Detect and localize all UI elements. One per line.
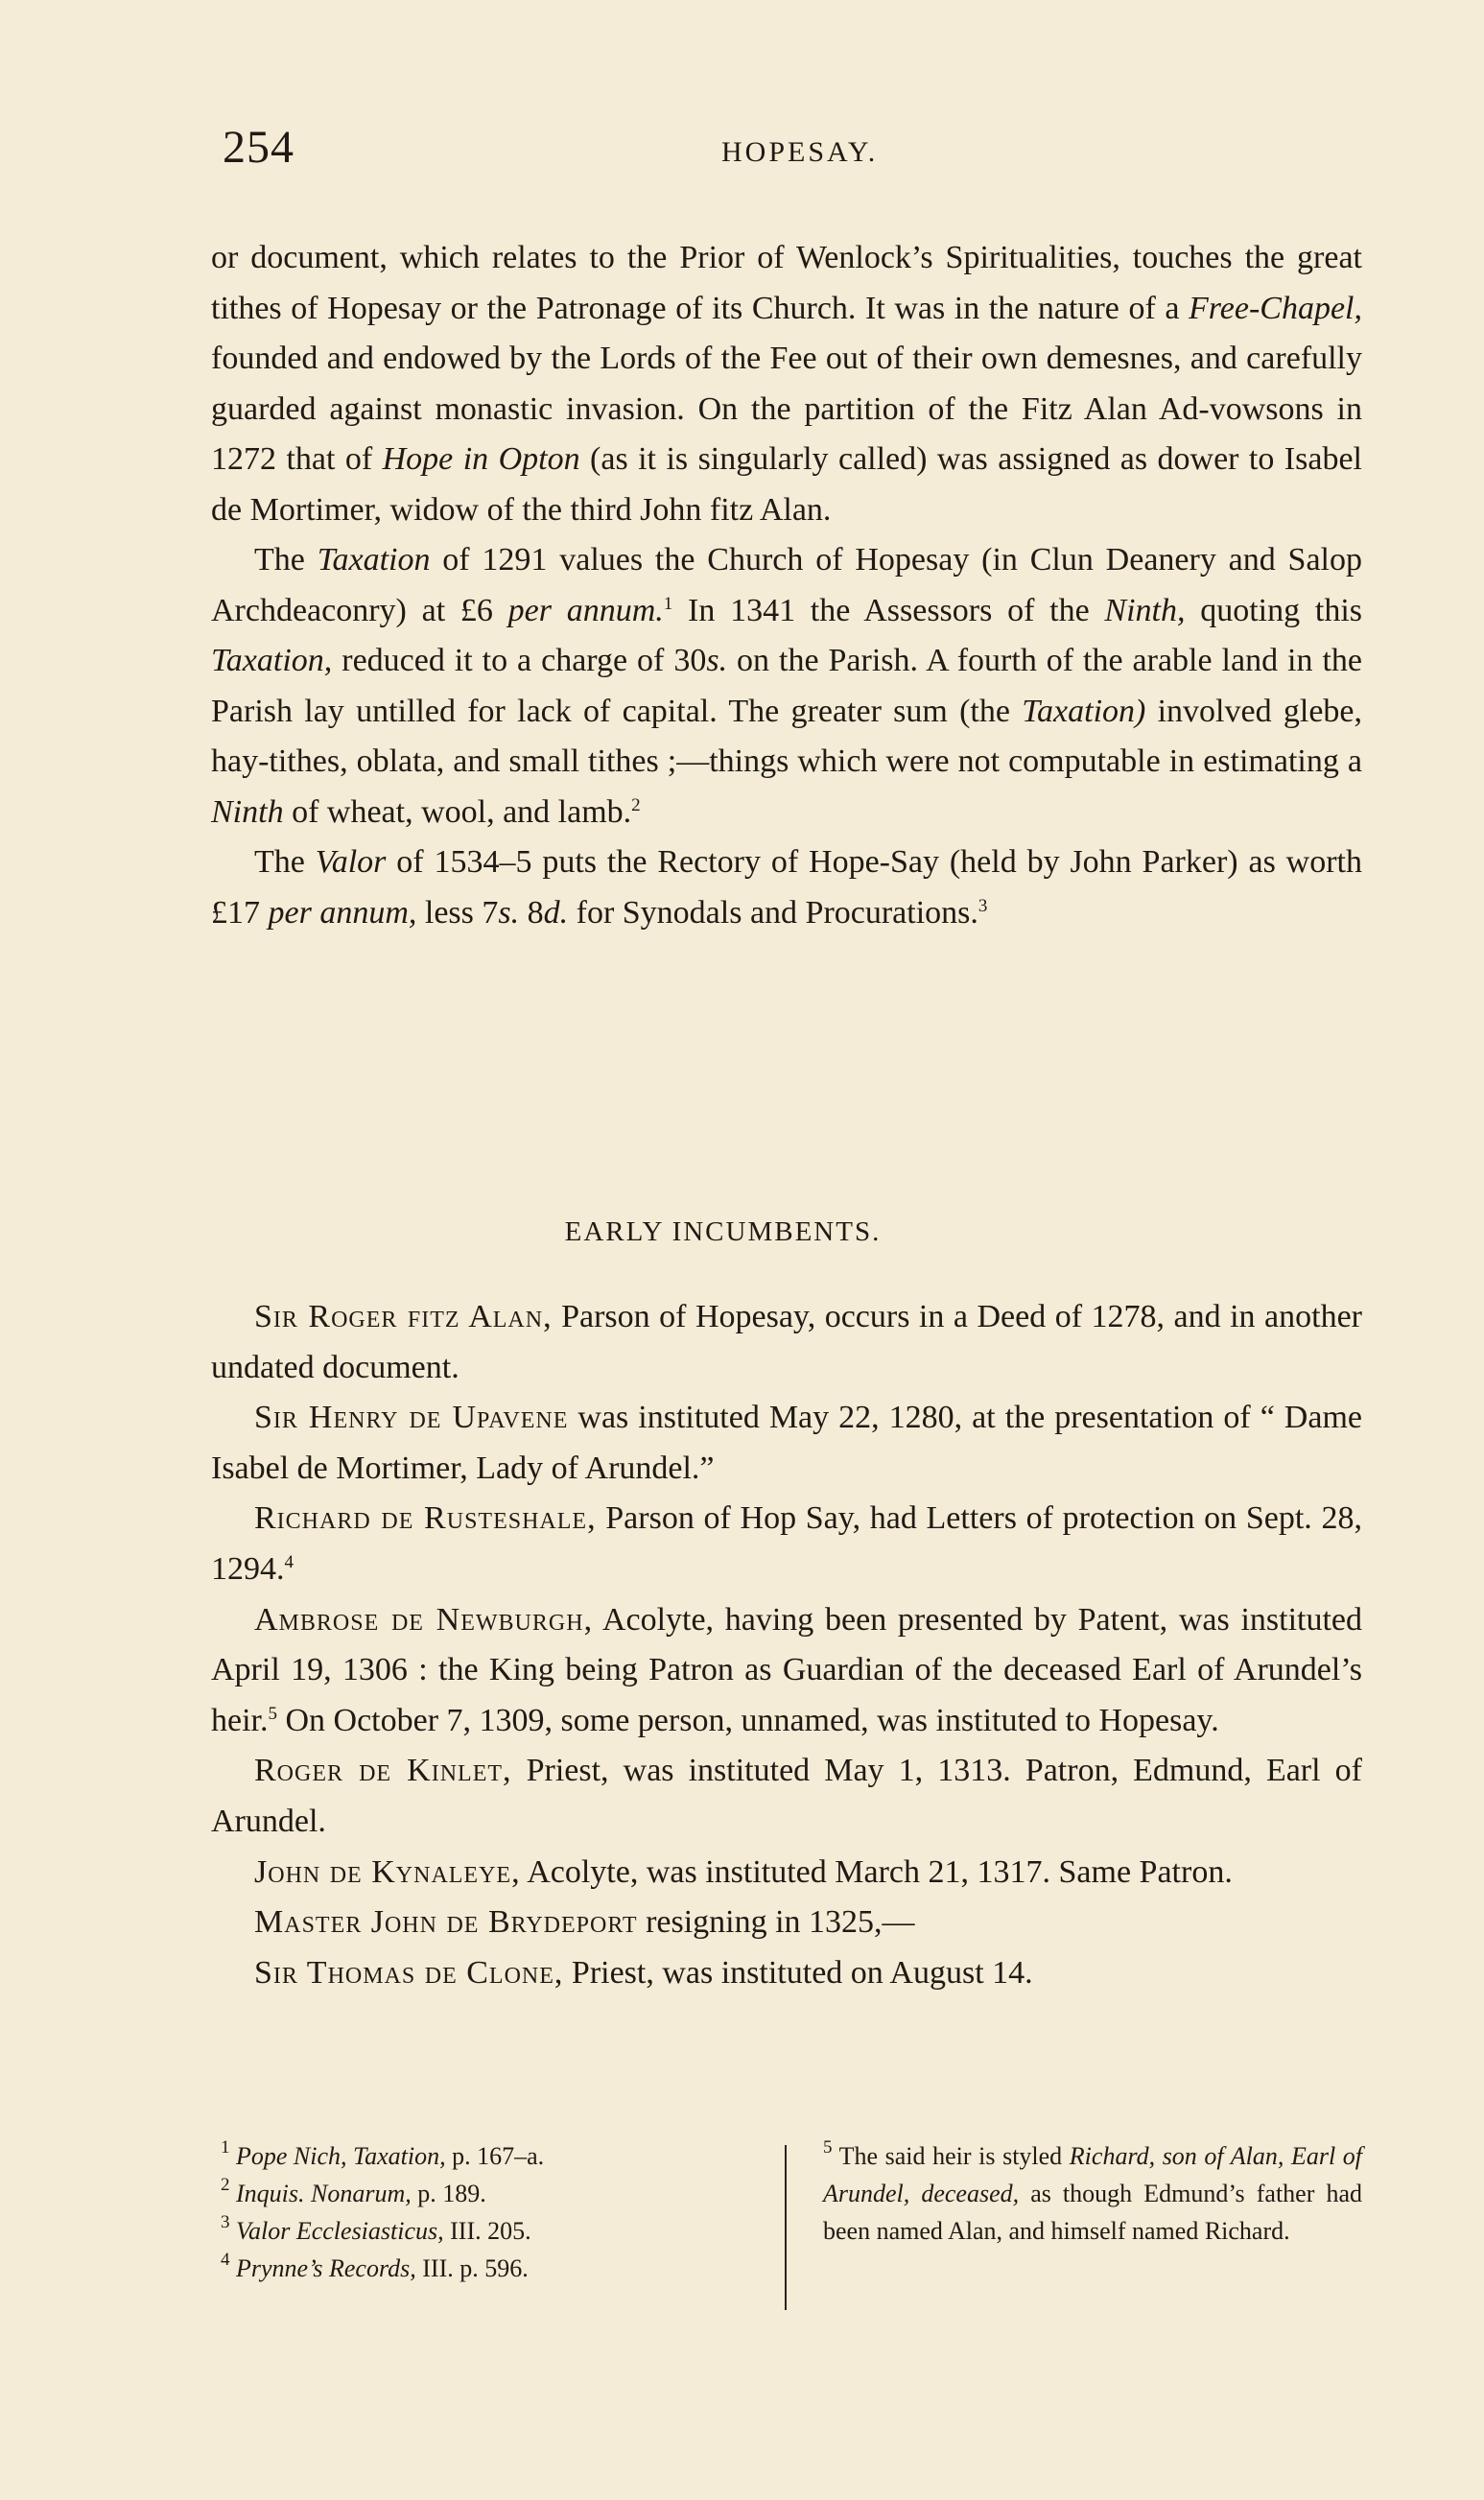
incumbent-entry-4: Ambrose de Newburgh, Acolyte, having been presented by Patent, was instituted April 19, 1306 : the King being Patron as Guardian of the deceased Earl of Arundel’s heir.$^5$ On October 7, 1309, some person, unnamed, was instituted to Hopesay. <box>211 1601 1363 1738</box>
incumbent-entry-8: Sir Thomas de Clone, Priest, was instituted on August 14. <box>254 1954 1033 1991</box>
footnote-divider <box>785 2145 787 2310</box>
footnotes-right-column <box>823 2137 1362 2250</box>
incumbent-entry-5: Roger de Kinlet, Priest, was instituted May 1, 1313. Patron, Edmund, Earl of Arundel. <box>211 1753 1362 1839</box>
footnote-3: $^3$ Valor Ecclesiasticus, III. 205. <box>221 2212 531 2245</box>
footnote-ref-1: 1 <box>663 593 673 614</box>
main-text <box>211 233 1362 938</box>
paragraph-2: The Taxation of 1291 values the Church of Hopesay (in Clun Deanery and Salop Archdeaconry) at £6 per annum.$^1$ In 1341 the Assessors of the Ninth, quoting this Taxation, reduced it to a charge of 30s. on the Parish. A fourth of the arable land in the Parish lay untilled for lack of capital. The greater sum (the Taxation) involved glebe, hay-tithes, oblata, and small tithes ;—things which were not computable in estimating a Ninth of wheat, wool, and lamb.$^2$ <box>211 542 1362 830</box>
footnotes-left-column <box>221 2137 777 2287</box>
incumbent-entry-7: Master John de Brydeport resigning in 1325,— <box>254 1904 915 1941</box>
paragraph-1: or document, which relates to the Prior of Wenlock’s Spiritualities, touches the great tithes of Hopesay or the Patronage of its Church. It was in the nature of a Free-Chapel, founded and endowed by the Lords of the Fee out of their own demesnes, and carefully guarded against monastic invasion. On the partition of the Fitz Alan Ad-vowsons in 1272 that of Hope in Opton (as it is singularly called) was assigned as dower to Isabel de Mortimer, widow of the third John fitz Alan. <box>211 240 1362 528</box>
incumbent-entry-3: Richard de Rusteshale, Parson of Hop Say, had Letters of protection on Sept. 28, 1294.$^4$ <box>211 1500 1363 1587</box>
section-heading: EARLY INCUMBENTS. <box>564 1216 882 1247</box>
footnote-4: $^4$ Prynne’s Records, III. p. 596. <box>221 2250 529 2282</box>
page-number: 254 <box>223 122 294 173</box>
footnote-ref-5: 5 <box>268 1703 277 1724</box>
incumbents-list <box>211 1292 1362 1998</box>
paragraph-3: The Valor of 1534–5 puts the Rectory of Hope-Say (held by John Parker) as worth £17 per annum, less 7s. 8d. for Synodals and Procurations.$^3$ <box>211 844 1363 931</box>
footnote-5: $^5$ The said heir is styled Richard, son of Alan, Earl of Arundel, deceased, as though Edmund’s father had been named Alan, and himself named Richard. <box>823 2137 1363 2245</box>
incumbent-entry-6: John de Kynaleye, Acolyte, was instituted March 21, 1317. Same Patron. <box>254 1853 1233 1890</box>
footnote-2: $^2$ Inquis. Nonarum, p. 189. <box>221 2175 486 2207</box>
footnote-ref-3: 3 <box>978 895 988 916</box>
footnote-1: $^1$ Pope Nich, Taxation, p. 167–a. <box>221 2137 545 2170</box>
running-head: HOPESAY. <box>721 136 879 168</box>
footnote-ref-2: 2 <box>631 794 641 815</box>
footnotes <box>221 2137 1372 2310</box>
incumbent-entry-1: Sir Roger fitz Alan, Parson of Hopesay, occurs in a Deed of 1278, and in another undated document. <box>211 1299 1362 1385</box>
incumbent-entry-2: Sir Henry de Upavene was instituted May 22, 1280, at the presentation of “ Dame Isabel de Mortimer, Lady of Arundel.” <box>211 1400 1362 1486</box>
footnote-ref-4: 4 <box>284 1551 294 1572</box>
page-header <box>223 121 1354 178</box>
